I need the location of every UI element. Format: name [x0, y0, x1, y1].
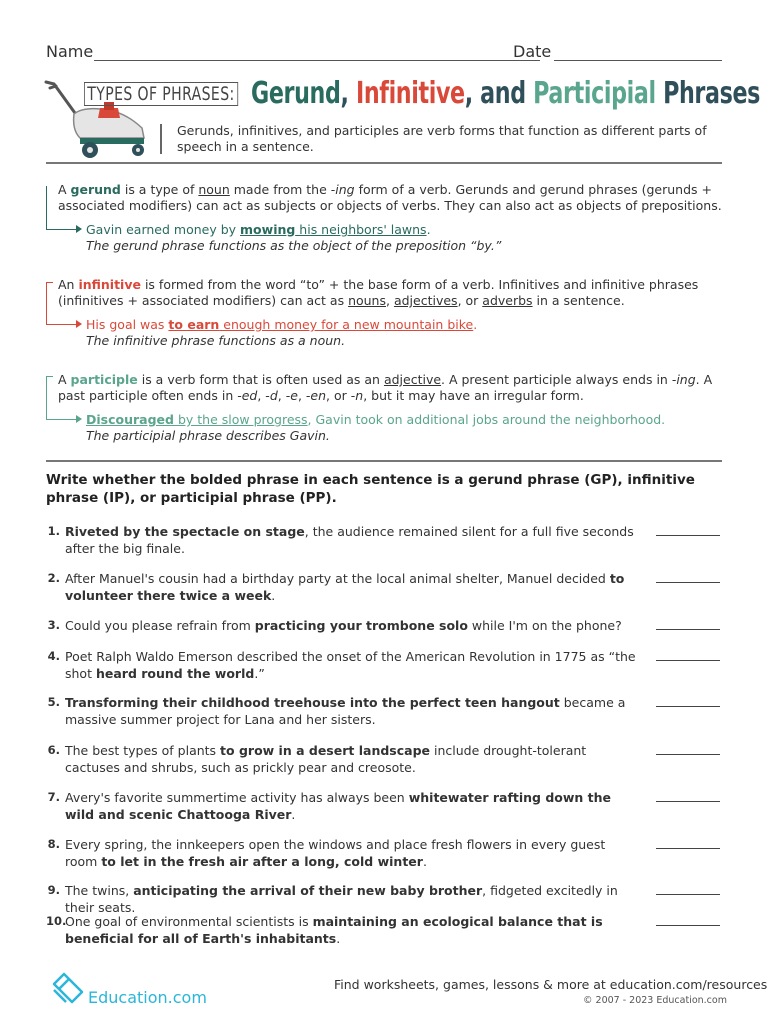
ed-suffix: ed — [241, 388, 258, 403]
title-gerund: Gerund — [250, 76, 341, 111]
name-field[interactable] — [94, 60, 540, 61]
nouns-term: nouns — [348, 293, 386, 308]
gerund-word: mowing — [240, 222, 296, 237]
infinitive-term: infinitive — [78, 277, 141, 292]
gerund-term: gerund — [70, 182, 121, 197]
title-main — [251, 76, 760, 111]
text: . — [473, 317, 478, 332]
date-label: Date — [513, 42, 552, 61]
text: , — [386, 293, 394, 308]
footer-resources: Find worksheets, games, lessons & more at education.com/resources — [334, 977, 768, 992]
title-participial: Participial — [532, 76, 656, 111]
education-logo-text: Education.com — [88, 988, 207, 1007]
noun-term: noun — [198, 182, 230, 197]
question-text — [65, 617, 637, 634]
answer-blank[interactable] — [656, 801, 720, 802]
infinitive-word: to earn — [168, 317, 220, 332]
infinitive-note: The infinitive phrase functions as a noun. — [86, 333, 346, 348]
participle-example — [86, 412, 716, 444]
adjective-term: adjective — [383, 372, 442, 387]
title-and: , and — [464, 76, 533, 111]
participle-definition — [58, 372, 722, 404]
question-text — [65, 882, 637, 916]
text: His goal was — [86, 317, 169, 332]
question-text — [65, 913, 637, 947]
text: is a verb form that is often used as an — [137, 372, 384, 387]
question-text — [65, 570, 637, 604]
infinitive-example — [86, 317, 716, 349]
participle-bracket — [46, 376, 53, 420]
intro-text: Gerunds, infinitives, and participles are verb forms that function as different parts of speech in a sentence. — [177, 123, 707, 154]
bolded-phrase: whitewater rafting down the wild and scenic Chattooga River — [65, 790, 612, 822]
participle-phrase: by the slow progress — [173, 412, 308, 427]
section-divider — [46, 162, 722, 164]
question-number: 9. — [47, 883, 60, 897]
text: An — [58, 277, 79, 292]
question-number: 4. — [47, 649, 60, 663]
gerund-phrase: his neighbors' lawns — [295, 222, 427, 237]
text: form of a verb. Gerunds and gerund phrases (gerunds + associated modifiers) can act as subjects or objects of verbs. They can also act as objects of prepositions. — [58, 182, 722, 213]
question-text-post: .” — [254, 666, 265, 681]
question-number: 1. — [47, 524, 60, 538]
question-number: 2. — [47, 571, 60, 585]
adverbs-term: adverbs — [482, 293, 533, 308]
participle-arrow-line — [46, 419, 78, 420]
answer-blank[interactable] — [656, 535, 720, 536]
question-number: 6. — [47, 743, 60, 757]
e-suffix: e — [290, 388, 298, 403]
infinitive-arrow-line — [46, 324, 78, 325]
infinitive-phrase: enough money for a new mountain bike — [219, 317, 474, 332]
question-text-pre: Every spring, the innkeepers open the windows and place fresh flowers in every guest room — [65, 837, 606, 869]
title-infinitive: Infinitive — [355, 76, 465, 111]
question-number: 5. — [47, 695, 60, 709]
question-text-post: . — [422, 854, 427, 869]
question-text — [65, 694, 637, 728]
question-text-post: , the audience remained silent for a full five seconds after the big finale. — [65, 524, 634, 556]
question-text — [65, 789, 637, 823]
answer-blank[interactable] — [656, 894, 720, 895]
text: made from the - — [229, 182, 336, 197]
bolded-phrase: practicing your trombone solo — [254, 618, 468, 633]
text: , but it may have an irregular form. — [363, 388, 584, 403]
answer-blank[interactable] — [656, 925, 720, 926]
text: , Gavin took on additional jobs around the neighborhood. — [307, 412, 666, 427]
title-comma: , — [340, 76, 349, 111]
bolded-phrase: heard round the world — [95, 666, 255, 681]
question-text — [65, 523, 637, 557]
answer-blank[interactable] — [656, 660, 720, 661]
bolded-phrase: Riveted by the spectacle on stage — [65, 524, 305, 539]
text: A — [58, 372, 71, 387]
question-number: 10. — [46, 914, 67, 928]
gerund-arrow-icon — [76, 225, 82, 233]
text: , or - — [326, 388, 356, 403]
title-phrases: Phrases — [655, 76, 760, 111]
question-number: 7. — [47, 790, 60, 804]
question-text-post: while I'm on the phone? — [467, 618, 622, 633]
question-text-post: , fidgeted excitedly in their seats. — [65, 883, 618, 915]
bolded-phrase: Transforming their childhood treehouse into the perfect teen hangout — [65, 695, 560, 710]
text: , or — [457, 293, 483, 308]
question-text — [65, 742, 637, 776]
worksheet-title — [84, 76, 768, 110]
name-label: Name — [46, 42, 94, 61]
n-suffix: n — [355, 388, 364, 403]
gerund-definition — [58, 182, 722, 214]
bolded-phrase: to let in the fresh air after a long, cold winter — [101, 854, 423, 869]
text: . A present participle always ends in - — [441, 372, 677, 387]
question-text — [65, 648, 637, 682]
answer-blank[interactable] — [656, 706, 720, 707]
text: . A past participle often ends in - — [58, 372, 713, 403]
bolded-phrase: to grow in a desert landscape — [220, 743, 430, 758]
bolded-phrase: maintaining an ecological balance that is beneficial for all of Earth's inhabitants — [65, 914, 603, 946]
bolded-phrase: to volunteer there twice a week — [65, 571, 625, 603]
question-text-pre: The best types of plants — [65, 743, 221, 758]
question-number: 8. — [47, 837, 60, 851]
answer-blank[interactable] — [656, 754, 720, 755]
ing-suffix: ing — [335, 182, 355, 197]
question-text-pre: After Manuel's cousin had a birthday party at the local animal shelter, Manuel decided — [65, 571, 610, 586]
text: is a type of — [120, 182, 199, 197]
copyright: © 2007 - 2023 Education.com — [583, 995, 727, 1006]
bolded-phrase: anticipating the arrival of their new baby brother — [133, 883, 483, 898]
text: A — [58, 182, 71, 197]
text: is formed from the word “to” + the base form of a verb. Infinitives and infinitive phrases (infinitives + associated modifiers) can act as — [58, 277, 699, 308]
text: , - — [297, 388, 311, 403]
gerund-arrow-line — [46, 229, 78, 230]
instructions: Write whether the bolded phrase in each sentence is a gerund phrase (GP), infinitive phrase (IP), or participial phrase (PP). — [46, 472, 695, 506]
participle-word: Discouraged — [86, 412, 174, 427]
question-text-post: . — [291, 807, 296, 822]
question-text-post: . — [271, 588, 276, 603]
question-text-post: include drought-tolerant cactuses and shrubs, such as prickly pear and creosote. — [65, 743, 587, 775]
adjectives-term: adjectives — [393, 293, 458, 308]
gerund-example — [86, 222, 716, 254]
question-text-pre: One goal of environmental scientists is — [65, 914, 313, 929]
question-number: 3. — [47, 618, 60, 632]
intro-divider — [160, 124, 162, 154]
en-suffix: en — [310, 388, 327, 403]
text: , - — [277, 388, 291, 403]
question-text-pre: Poet Ralph Waldo Emerson described the onset of the American Revolution in 1775 as “the shot — [65, 649, 636, 681]
participle-note: The participial phrase describes Gavin. — [86, 428, 330, 443]
date-field[interactable] — [554, 60, 722, 61]
title-prefix: TYPES OF PHRASES: — [84, 82, 238, 106]
question-text-pre: Avery's favorite summertime activity has always been — [65, 790, 409, 805]
question-text-post: became a massive summer project for Lana and her sisters. — [65, 695, 626, 727]
question-text — [65, 836, 637, 870]
participle-arrow-icon — [76, 415, 82, 423]
text: , - — [257, 388, 270, 403]
gerund-note: The gerund phrase functions as the object of the preposition “by.” — [86, 238, 502, 253]
section-divider — [46, 460, 722, 462]
question-text-pre: Could you please refrain from — [65, 618, 255, 633]
infinitive-definition — [58, 277, 722, 309]
answer-blank[interactable] — [656, 848, 720, 849]
infinitive-arrow-icon — [76, 320, 82, 328]
participle-term: participle — [70, 372, 138, 387]
education-logo-icon — [50, 970, 86, 1006]
answer-blank[interactable] — [656, 629, 720, 630]
text: Gavin earned money by — [86, 222, 241, 237]
question-text-post: . — [336, 931, 341, 946]
infinitive-bracket — [46, 282, 53, 325]
question-text-pre: The twins, — [65, 883, 134, 898]
answer-blank[interactable] — [656, 582, 720, 583]
ing-suffix: ing — [676, 372, 696, 387]
text: . — [426, 222, 431, 237]
d-suffix: d — [269, 388, 278, 403]
text: in a sentence. — [532, 293, 625, 308]
gerund-bracket — [46, 186, 53, 230]
